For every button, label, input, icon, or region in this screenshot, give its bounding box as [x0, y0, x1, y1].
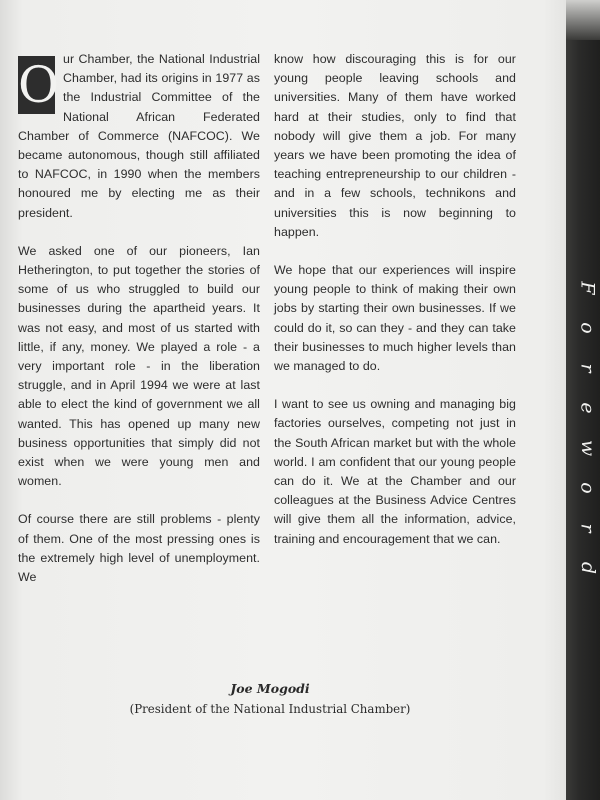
paragraph: We hope that our experiences will inspire young people to think of making their own jobs by starting their own businesses. If we could do it, so can they - and they can take their businesses to much higher levels than we managed to do.: [274, 263, 516, 374]
signature-block: [120, 680, 420, 720]
drop-cap: O: [18, 56, 60, 114]
side-heading-letter: w: [576, 439, 599, 457]
signature-title: (President of the National Industrial Chamber): [129, 702, 411, 716]
signature-name: Joe Mogodi: [230, 681, 310, 696]
side-heading-foreword: [568, 268, 598, 588]
side-heading-letter: o: [576, 482, 599, 494]
side-heading-letter: o: [576, 322, 599, 334]
side-heading-letter: r: [577, 363, 599, 373]
left-column: [18, 50, 260, 606]
right-column: [274, 50, 516, 568]
side-heading-letter: d: [576, 561, 599, 575]
paragraph: Of course there are still problems - plenty of them. One of the most pressing ones is the extremely high level of unemployment. We: [18, 512, 260, 585]
side-heading-letter: e: [577, 402, 599, 414]
side-heading-letter: F: [577, 281, 599, 295]
side-heading-letter: r: [577, 523, 599, 533]
paragraph: I want to see us owning and managing big factories ourselves, competing not just in the South African market but with the whole world. I am confident that our young people can do it. We at the Chamber and our colleagues at the Business Advice Centres will give them all the information, advice, training and encouragement that we can.: [274, 397, 516, 546]
paragraph: know how discouraging this is for our young people leaving schools and universities. Many of them have worked hard at their studies, only to find that nobody will give them a job. For many years we have been promoting the idea of teaching entrepreneurship to our children - and in a few schools, technikons and universities this is now beginning to happen.: [274, 52, 516, 239]
paragraph: We asked one of our pioneers, Ian Hetherington, to put together the stories of some of us who struggled to build our businesses during the apartheid years. It was not easy, and most of us started with little, if any, money. We played a role - a very important role - in the liberation struggle, and in April 1994 we were at last able to elect the kind of government we all wanted. This has opened up many new business opportunities that simply did not exist when we were young men and women.: [18, 243, 260, 489]
spine-highlight: [566, 0, 600, 40]
paragraph: [18, 50, 260, 223]
paragraph-text: ur Chamber, the National Industrial Chamber, had its origins in 1977 as the Industrial Committee of the National African Federated Chamber of Commerce (NAFCOC). We became autonomous, though still affiliated to NAFCOC, in 1990 when the members honoured me by electing me as their president.: [18, 52, 260, 220]
